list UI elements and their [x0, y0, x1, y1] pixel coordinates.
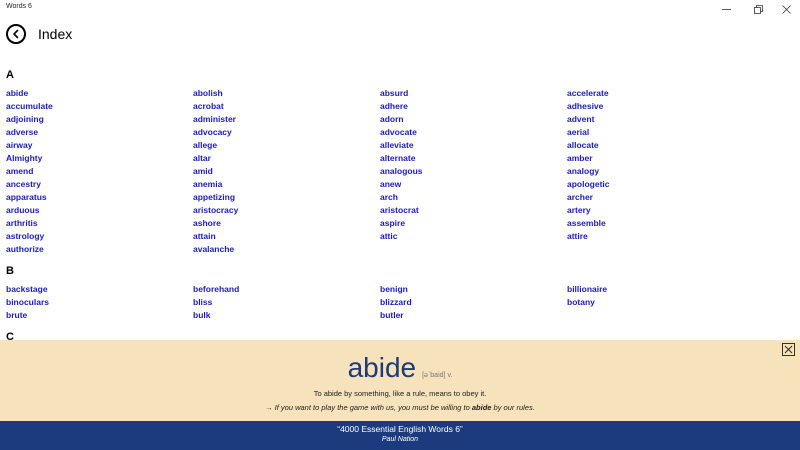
word-link[interactable]: alleviate	[380, 140, 414, 150]
word-link[interactable]: ashore	[193, 218, 221, 228]
word-link[interactable]: apparatus	[6, 192, 47, 202]
definition-example	[0, 403, 800, 412]
word-link[interactable]: ancestry	[6, 179, 41, 189]
letter-section-c	[6, 330, 800, 340]
word-link[interactable]: abide	[6, 88, 29, 98]
word-link[interactable]: archer	[567, 192, 593, 202]
word-link[interactable]: advent	[567, 114, 595, 124]
word-link[interactable]: amid	[193, 166, 213, 176]
word-link[interactable]: adorn	[380, 114, 404, 124]
word-link[interactable]: analogous	[380, 166, 423, 176]
word-link[interactable]: allege	[193, 140, 218, 150]
word-link[interactable]: avalanche	[193, 244, 235, 254]
word-link[interactable]: aspire	[380, 218, 406, 228]
word-link[interactable]: airway	[6, 140, 33, 150]
word-index[interactable]	[0, 60, 800, 340]
back-arrow-icon	[11, 29, 21, 39]
word-link[interactable]: aristocracy	[193, 205, 239, 215]
word-link[interactable]: abolish	[193, 88, 223, 98]
word-link[interactable]: analogy	[567, 166, 600, 176]
word-link[interactable]: butler	[380, 310, 404, 320]
word-link[interactable]: anew	[380, 179, 402, 189]
word-link[interactable]: binoculars	[6, 297, 49, 307]
word-link[interactable]: adhere	[380, 101, 408, 111]
letter-section-a	[6, 68, 800, 256]
letter-heading: B	[6, 265, 14, 277]
word-link[interactable]: appetizing	[193, 192, 236, 202]
close-icon	[782, 5, 791, 14]
word-link[interactable]: astrology	[6, 231, 45, 241]
word-link[interactable]: acrobat	[193, 101, 224, 111]
word-grid	[6, 87, 800, 256]
word-link[interactable]: advocate	[380, 127, 417, 137]
word-link[interactable]: arduous	[6, 205, 40, 215]
window-close-button[interactable]	[772, 0, 800, 18]
letter-heading: A	[6, 69, 14, 81]
restore-button[interactable]	[744, 0, 772, 18]
definition-word: abide	[347, 352, 417, 383]
word-link[interactable]: allocate	[567, 140, 599, 150]
example-arrow-icon: →	[265, 403, 273, 412]
example-text-after: by our rules.	[491, 403, 535, 412]
title-bar	[0, 0, 800, 18]
word-link[interactable]: blizzard	[380, 297, 412, 307]
word-link[interactable]: adverse	[6, 127, 39, 137]
app-title: Words 6	[6, 3, 32, 10]
page-title: Index	[38, 26, 73, 42]
word-link[interactable]: attic	[380, 231, 398, 241]
word-link[interactable]: bliss	[193, 297, 213, 307]
word-link[interactable]: advocacy	[193, 127, 232, 137]
definition-part-of-speech: v.	[447, 372, 453, 379]
back-button[interactable]	[6, 24, 26, 44]
word-link[interactable]: accumulate	[6, 101, 53, 111]
word-link[interactable]: bulk	[193, 310, 211, 320]
example-text-before: If you want to play the game with us, you must be willing to	[274, 403, 472, 412]
word-link[interactable]: adjoining	[6, 114, 44, 124]
book-footer	[0, 421, 800, 450]
word-link[interactable]: brute	[6, 310, 28, 320]
word-link[interactable]: backstage	[6, 284, 48, 294]
minimize-icon	[722, 5, 731, 14]
definition-panel	[0, 340, 800, 421]
word-link[interactable]: administer	[193, 114, 236, 124]
definition-meaning: To abide by something, like a rule, means to obey it.	[313, 389, 487, 398]
letter-heading: C	[6, 331, 14, 340]
word-link[interactable]: absurd	[380, 88, 409, 98]
word-link[interactable]: botany	[567, 297, 595, 307]
restore-icon	[754, 5, 763, 14]
book-author: Paul Nation	[381, 436, 419, 443]
word-link[interactable]: attire	[567, 231, 588, 241]
definition-pronunciation: [ə`baid]	[422, 372, 446, 379]
definition-headword-line	[0, 352, 800, 384]
word-link[interactable]: accelerate	[567, 88, 609, 98]
word-link[interactable]: attain	[193, 231, 216, 241]
minimize-button[interactable]	[712, 0, 740, 18]
word-link[interactable]: alternate	[380, 153, 416, 163]
word-link[interactable]: anemia	[193, 179, 223, 189]
word-link[interactable]: apologetic	[567, 179, 610, 189]
word-link[interactable]: aristocrat	[380, 205, 419, 215]
word-grid	[6, 283, 800, 322]
example-highlight: abide	[471, 403, 492, 412]
word-link[interactable]: beforehand	[193, 284, 240, 294]
word-link[interactable]: amend	[6, 166, 34, 176]
word-link[interactable]: authorize	[6, 244, 44, 254]
page-header	[0, 22, 800, 50]
word-link[interactable]: arthritis	[6, 218, 38, 228]
book-title: “4000 Essential English Words 6”	[337, 424, 463, 434]
word-link[interactable]: benign	[380, 284, 408, 294]
word-link[interactable]: altar	[193, 153, 211, 163]
word-link[interactable]: Almighty	[6, 153, 43, 163]
letter-section-b	[6, 264, 800, 322]
word-link[interactable]: artery	[567, 205, 591, 215]
word-link[interactable]: assemble	[567, 218, 606, 228]
word-link[interactable]: billionaire	[567, 284, 608, 294]
word-link[interactable]: arch	[380, 192, 398, 202]
word-link[interactable]: adhesive	[567, 101, 604, 111]
word-link[interactable]: amber	[567, 153, 593, 163]
word-link[interactable]: aerial	[567, 127, 590, 137]
